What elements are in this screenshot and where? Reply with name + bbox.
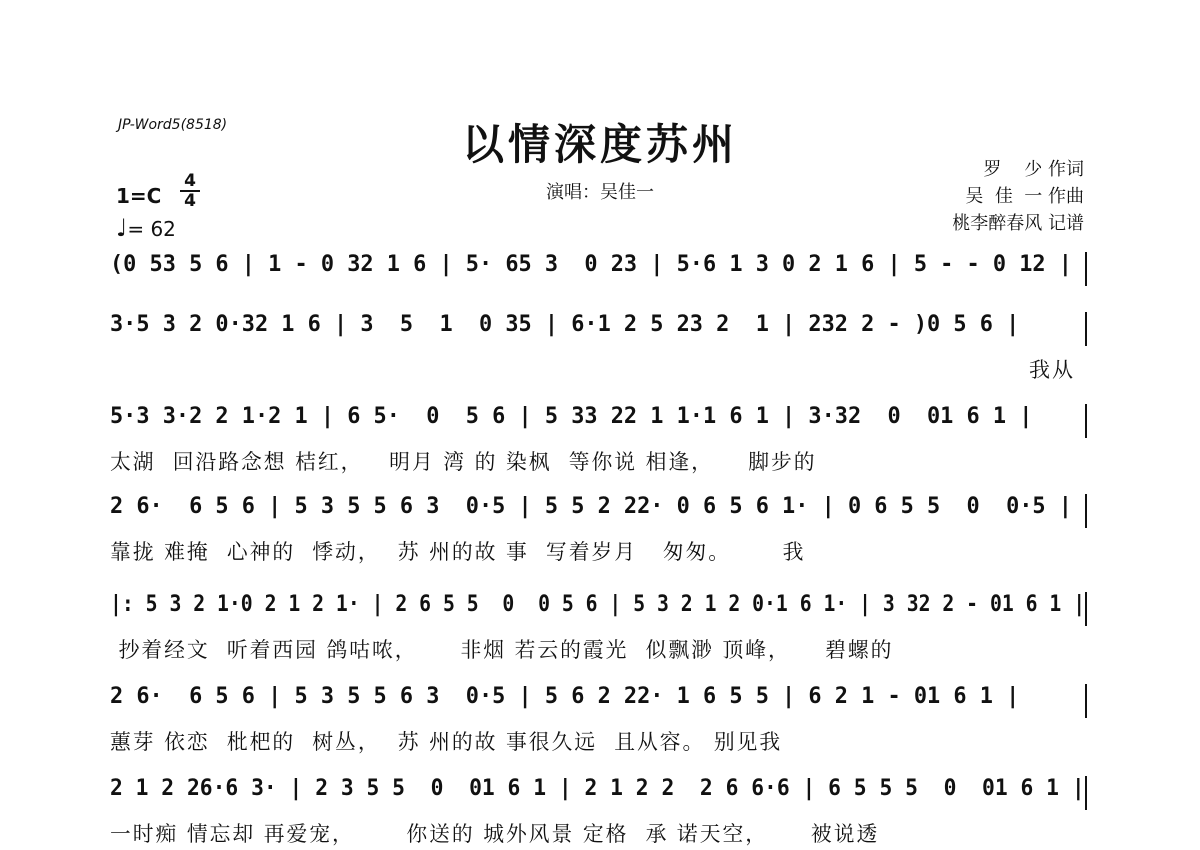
lyrics-line: 一时痴 情忘却 再爱宠， 你送的 城外风景 定格 承 诺天空， 被说透 bbox=[110, 822, 880, 846]
tempo-marking bbox=[116, 214, 176, 242]
time-top: 4 bbox=[184, 171, 196, 191]
singer-line: 演唱：吴佳一 bbox=[546, 182, 654, 203]
notation-line: 2 6· 6 5 6 | 5 3 5 5 6 3 0·5 | 5 6 2 22· 1 6 5 5 | 6 2 1 - 01 6 1 | bbox=[110, 684, 1020, 709]
bar-line bbox=[1085, 404, 1087, 438]
software-version: JP-Word5(8518) bbox=[118, 117, 228, 133]
composer-credit: 吴 佳 一 作曲 bbox=[965, 186, 1084, 207]
notation-line: |: 5 3 2 1·0 2 1 2 1· | 2 6 5 5 0 0 5 6 | 5 3 2 1 2 0·1 6 1· | 3 32 2 - 01 6 1 | bbox=[110, 592, 1086, 617]
lyricist-credit: 罗 少 作词 bbox=[983, 159, 1084, 180]
bar-line bbox=[1085, 312, 1087, 346]
lyrics-line: 蕙芽 依恋 枇杷的 树丛， 苏 州的故 事很久远 且从容。 别见我 bbox=[110, 730, 783, 754]
bar-line bbox=[1085, 684, 1087, 718]
bar-line bbox=[1085, 252, 1087, 286]
song-title: 以情深度苏州 bbox=[461, 120, 738, 169]
transcriber-credit: 桃李醉春风 记谱 bbox=[952, 213, 1084, 234]
key-signature: 1=C bbox=[116, 184, 162, 208]
notation-line: 3·5 3 2 0·32 1 6 | 3 5 1 0 35 | 6·1 2 5 23 2 1 | 232 2 - )0 5 6 | bbox=[110, 312, 1020, 337]
notation-line: (0 53 5 6 | 1 - 0 32 1 6 | 5· 65 3 0 23 | 5·6 1 3 0 2 1 6 | 5 - - 0 12 | bbox=[110, 252, 1072, 277]
lyrics-line: 我从 bbox=[1029, 358, 1075, 382]
bar-line bbox=[1085, 494, 1087, 528]
lyrics-line: 太湖 回沿路念想 桔红， 明月 湾 的 染枫 等你说 相逢， 脚步的 bbox=[110, 450, 817, 474]
notation-line: 2 6· 6 5 6 | 5 3 5 5 6 3 0·5 | 5 5 2 22· 0 6 5 6 1· | 0 6 5 5 0 0·5 | bbox=[110, 494, 1072, 519]
bar-line bbox=[1085, 592, 1087, 626]
lyrics-line: 靠拢 难掩 心神的 悸动， 苏 州的故 事 写着岁月 匆匆。 我 bbox=[110, 540, 806, 564]
lyrics-line: 抄着经文 听着西园 鸽咕哝， 非烟 若云的霞光 似飘渺 顶峰， 碧螺的 bbox=[110, 638, 894, 662]
bar-line bbox=[1085, 776, 1087, 810]
time-bottom: 4 bbox=[184, 191, 196, 211]
time-signature bbox=[178, 173, 202, 209]
tempo-value: = 62 bbox=[127, 217, 176, 241]
notation-line: 5·3 3·2 2 1·2 1 | 6 5· 0 5 6 | 5 33 22 1 1·1 6 1 | 3·32 0 01 6 1 | bbox=[110, 404, 1033, 429]
notation-line: 2 1 2 26·6 3· | 2 3 5 5 0 01 6 1 | 2 1 2 2 2 6 6·6 | 6 5 5 5 0 01 6 1 | bbox=[110, 776, 1085, 801]
quarter-note-icon: ♩ bbox=[116, 214, 128, 242]
